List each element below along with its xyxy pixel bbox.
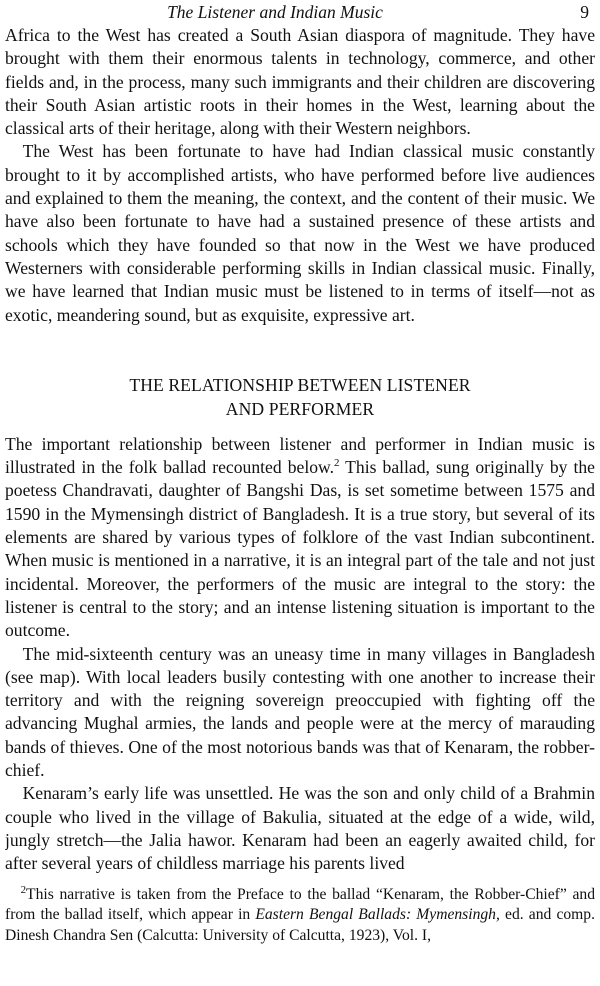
paragraph-diaspora: Africa to the West has created a South Asian diaspora of magnitude. They have brought with them their enormous talents in technology, commerce, and other fields and, in the process, many such immigrants and their children are discovering their South Asian artistic roots in their homes in the West, learning about the classical arts of their heritage, along with their Western neighbors. bbox=[5, 25, 595, 139]
body-text bbox=[5, 24, 595, 876]
book-page bbox=[5, 0, 595, 986]
paragraph-mid-sixteenth-century: The mid-sixteenth century was an uneasy time in many villages in Bangladesh (see map). With local leaders busily contesting with one another to increase their territory and with the reigning sovereign preoccupied with fighting off the advancing Mughal armies, the lands and people were at the mercy of marauding bands of thieves. One of the most notorious bands was that of Kenaram, the robber-chief. bbox=[5, 643, 595, 781]
paragraph-relationship-continued: This ballad, sung originally by the poetess Chandravati, daughter of Bangshi Das, is set sometime between 1575 and 1590 in the Mymensingh district of Bangladesh. It is a true story, but several of its elements are shared by various types of folklore of the vast Indian subcontinent. When music is mentioned in a narrative, it is an integral part of the tale and not just incidental. Moreover, the performers of the music are integral to the story: the listener is central to the story; and an intense listening situation is important to the outcome. bbox=[5, 457, 595, 641]
footnote-reference[interactable]: 2 bbox=[333, 457, 340, 470]
footnote-book-title: Eastern Bengal Ballads: Mymensingh, bbox=[255, 906, 500, 924]
footnote-marker: 2 bbox=[20, 883, 27, 896]
footnote bbox=[5, 885, 595, 947]
footnote-text: This narrative is taken from the Preface to the ballad “Kenaram, the Robber-Chief” and from the ballad itself, which appear in bbox=[5, 885, 595, 924]
running-header bbox=[5, 0, 595, 24]
page-number: 9 bbox=[580, 2, 589, 22]
section-heading-line-1: THE RELATIONSHIP BETWEEN LISTENER bbox=[129, 374, 471, 395]
running-title: The Listener and Indian Music bbox=[167, 2, 383, 22]
paragraph-relationship bbox=[5, 433, 595, 643]
paragraph-relationship-text: The important relationship between listener and performer in Indian music is illustrated in the folk ballad recounted below. bbox=[5, 433, 595, 478]
footnote-text-continued: ed. and comp. Dinesh Chandra Sen (Calcutta: University of Calcutta, 1923), Vol. I, bbox=[5, 906, 595, 944]
paragraph-kenaram-early-life: Kenaram’s early life was unsettled. He was the son and only child of a Brahmin couple who lived in the village of Bakulia, situated at the edge of a wide, wild, jungly stretch—the Jalia hawor. Kenaram had been an eagerly awaited child, for after several years of childless marriage his parents lived bbox=[5, 783, 595, 874]
paragraph-west-fortunate: The West has been fortunate to have had Indian classical music constantly brought to it by accomplished artists, who have performed before live audiences and explained to them the meaning, the context, and the content of their music. We have also been fortunate to have had a sustained presence of these artists and schools which they have founded so that now in the West we have produced Westerners with considerable performing skills in Indian classical music. Finally, we have learned that Indian music must be listened to in terms of itself—not as exotic, meandering sound, but as exquisite, expressive art. bbox=[5, 141, 595, 325]
section-heading bbox=[5, 373, 595, 421]
section-heading-line-2: AND PERFORMER bbox=[225, 398, 375, 419]
